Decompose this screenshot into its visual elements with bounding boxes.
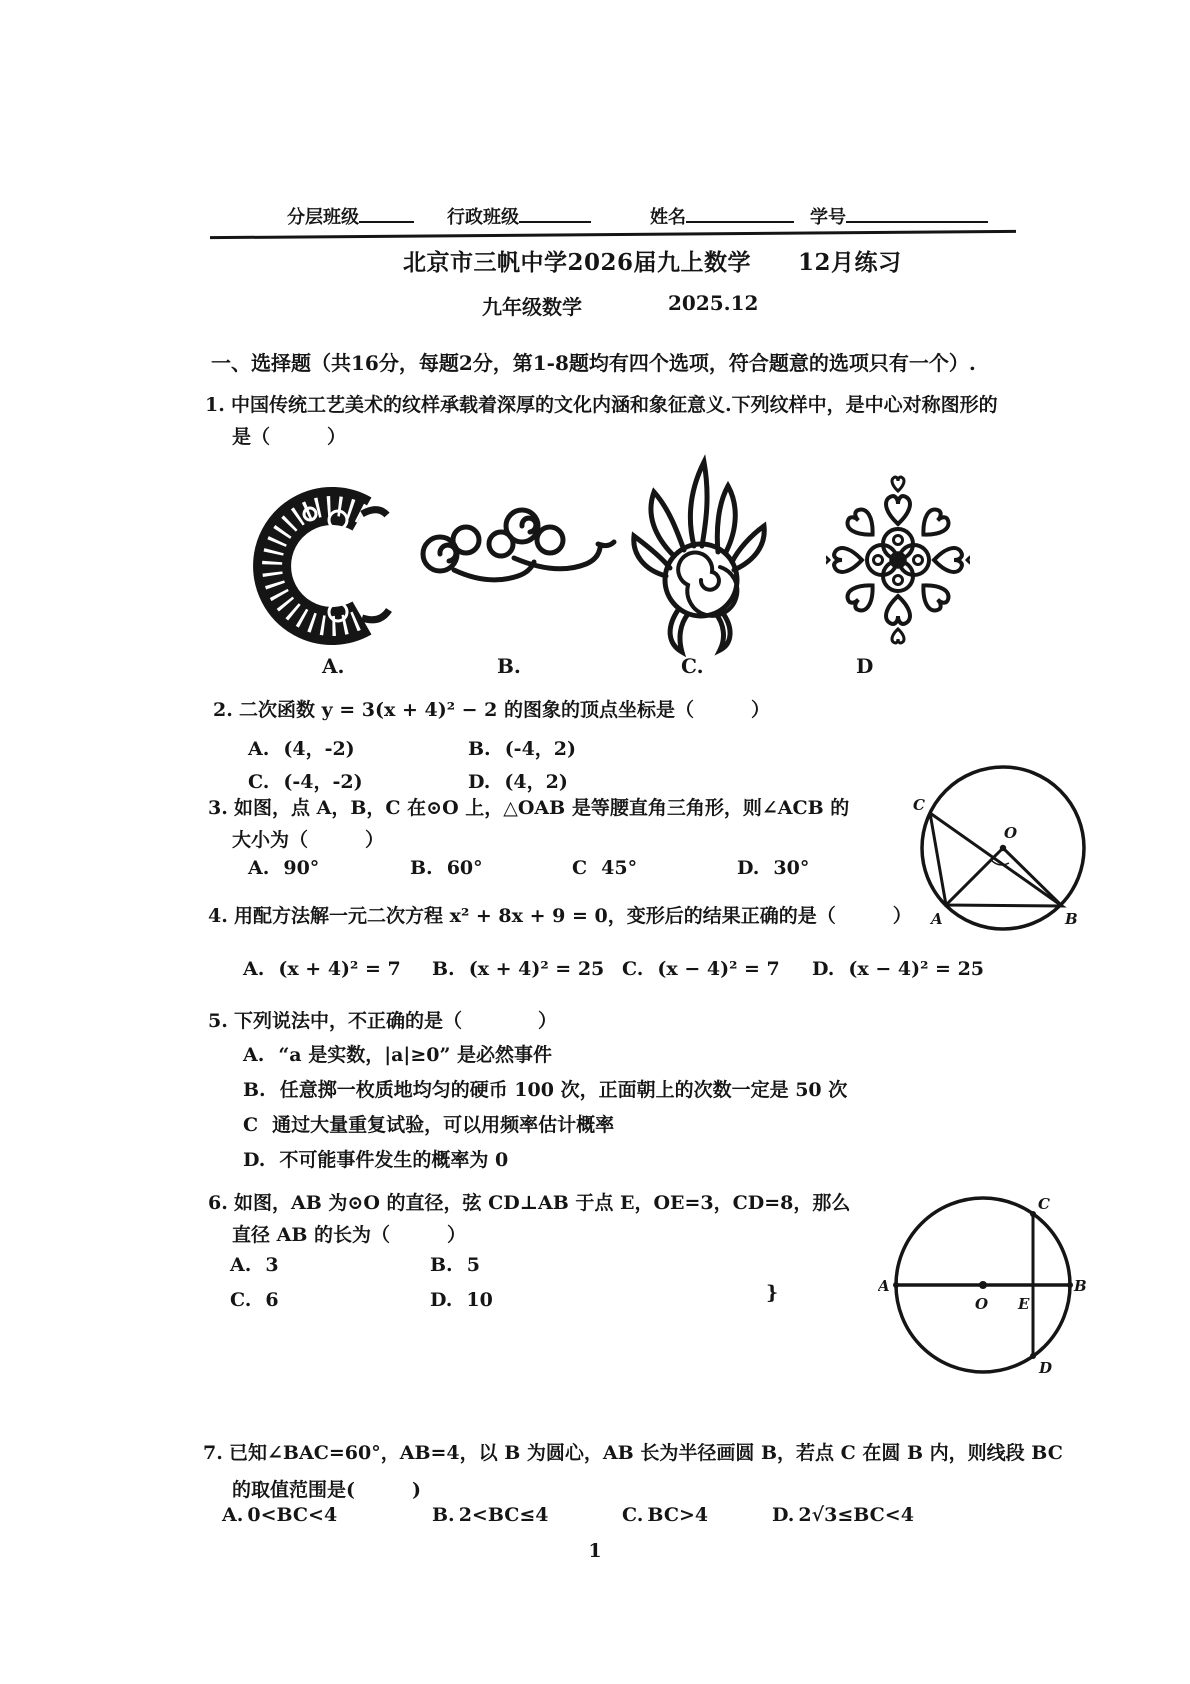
option-text: (-4，2) <box>504 738 576 760</box>
figure-point-label: O <box>1004 824 1018 842</box>
q3-option-c <box>572 857 637 879</box>
fire-pattern-image <box>626 452 776 664</box>
figure-point-label: D <box>1039 1359 1053 1377</box>
question-4 <box>208 903 912 930</box>
option-label: A. <box>243 958 265 980</box>
exam-date: 2025.12 <box>668 291 759 315</box>
q7-option-b <box>432 1504 549 1526</box>
option-text: 30° <box>773 857 810 879</box>
question-number: 1. <box>205 394 225 416</box>
option-label: D. <box>468 771 491 793</box>
q6-circle-figure <box>878 1185 1088 1390</box>
pattern-label-b: B. <box>497 654 521 678</box>
question-3-line2: 大小为（ ） <box>232 829 385 851</box>
option-label: C. <box>230 1289 252 1311</box>
option-label: D. <box>812 958 835 980</box>
option-label: C <box>572 857 588 879</box>
q7-option-d <box>772 1504 914 1526</box>
blank-line <box>846 203 988 223</box>
blank-line <box>519 203 591 223</box>
q2-option-a <box>248 734 355 761</box>
q5-option-b <box>243 1075 847 1102</box>
figure-point-label: C <box>913 796 925 814</box>
figure-point-label: O <box>975 1295 989 1313</box>
option-label: C. <box>622 1504 644 1526</box>
pattern-label-d: D <box>856 654 874 678</box>
q3-option-a <box>248 857 319 879</box>
field-layered-class <box>287 203 414 229</box>
subject-title: 九年级数学 <box>482 295 582 319</box>
q6-option-b <box>430 1254 480 1276</box>
option-label: B. <box>432 1504 455 1526</box>
question-text: 如图，AB 为⊙O 的直径，弦 CD⊥AB 于点 E，OE=3，CD=8，那么 <box>234 1192 851 1214</box>
field-student-id <box>810 203 988 229</box>
option-text: 10 <box>466 1289 493 1311</box>
q7-option-c <box>622 1504 708 1526</box>
question-number: 5. <box>208 1010 228 1032</box>
question-1 <box>205 392 998 419</box>
blank-line <box>686 203 794 223</box>
question-1-line2: 是（ ） <box>232 426 347 448</box>
figure-point-label: B <box>1065 910 1078 928</box>
pattern-label-c: C. <box>681 654 704 678</box>
question-number: 7. <box>203 1442 223 1464</box>
page-number: 1 <box>588 1540 602 1562</box>
field-label: 学号 <box>810 207 846 228</box>
question-number: 6. <box>208 1192 228 1214</box>
q3-option-d <box>737 857 809 879</box>
page-title: 北京市三帆中学2026届九上数学 12月练习 <box>403 249 902 276</box>
option-text: 2√3≤BC<4 <box>798 1504 914 1526</box>
field-admin-class <box>447 203 591 229</box>
field-label: 行政班级 <box>447 207 519 228</box>
option-label: A. <box>248 857 270 879</box>
q4-option-d <box>812 958 984 980</box>
figure-point-label: C <box>1038 1195 1050 1213</box>
q4-option-a <box>243 958 401 980</box>
option-label: C <box>243 1114 259 1136</box>
option-label: B. <box>430 1254 453 1276</box>
option-label: B. <box>410 857 433 879</box>
question-3 <box>208 795 849 822</box>
option-text: (4，-2) <box>283 738 355 760</box>
option-text: (x − 4)² = 25 <box>848 958 985 980</box>
q6-option-c <box>230 1289 279 1311</box>
q4-option-b <box>432 958 604 980</box>
flower-pattern-image <box>826 470 970 650</box>
option-text: (x + 4)² = 25 <box>468 958 605 980</box>
q5-option-c <box>243 1110 614 1137</box>
option-label: B. <box>432 958 455 980</box>
cloud-pattern-image <box>402 492 620 620</box>
option-label: D. <box>737 857 760 879</box>
figure-point-label: A <box>878 1277 890 1295</box>
q5-option-d <box>243 1145 508 1172</box>
q6-option-d <box>430 1289 493 1311</box>
option-text: 不可能事件发生的概率为 0 <box>279 1149 509 1171</box>
option-text: 45° <box>601 857 638 879</box>
q2-option-c <box>248 767 363 794</box>
figure-point-label: B <box>1074 1277 1087 1295</box>
q2-option-b <box>468 734 576 761</box>
question-text: 下列说法中，不正确的是（ ） <box>234 1010 558 1032</box>
question-2 <box>213 697 770 724</box>
option-text: 0<BC<4 <box>247 1504 338 1526</box>
q6-option-a <box>230 1254 279 1276</box>
question-6-line2: 直径 AB 的长为（ ） <box>232 1224 467 1246</box>
question-number: 3. <box>208 797 228 819</box>
option-label: B. <box>243 1079 266 1101</box>
figure-point-label: E <box>1018 1295 1030 1313</box>
option-label: C. <box>622 958 644 980</box>
option-text: (x + 4)² = 7 <box>278 958 401 980</box>
option-text: (-4，-2) <box>283 771 363 793</box>
option-text: (x − 4)² = 7 <box>657 958 780 980</box>
question-number: 4. <box>208 905 228 927</box>
question-number: 2. <box>213 699 233 721</box>
question-text: 如图，点 A，B，C 在⊙O 上，△OAB 是等腰直角三角形，则∠ACB 的 <box>234 797 850 819</box>
section-heading: 一、选择题（共16分，每题2分，第1-8题均有四个选项，符合题意的选项只有一个）. <box>211 351 976 375</box>
option-label: D. <box>772 1504 795 1526</box>
question-6 <box>208 1190 850 1217</box>
q3-option-b <box>410 857 483 879</box>
option-text: 通过大量重复试验，可以用频率估计概率 <box>272 1114 615 1136</box>
option-text: 90° <box>283 857 320 879</box>
q7-option-a <box>222 1504 337 1526</box>
q5-option-a <box>243 1040 552 1067</box>
option-label: C. <box>248 771 270 793</box>
question-7 <box>203 1440 1063 1467</box>
question-text: 二次函数 y = 3(x + 4)² − 2 的图象的顶点坐标是（ ） <box>239 699 771 721</box>
option-text: 5 <box>466 1254 480 1276</box>
dragon-pattern-image <box>250 468 398 663</box>
q2-option-d <box>468 767 568 794</box>
option-text: 60° <box>446 857 483 879</box>
option-text: BC>4 <box>647 1504 709 1526</box>
figure-point-label: A <box>931 910 943 928</box>
pattern-label-a: A. <box>322 654 345 678</box>
question-5 <box>208 1008 557 1035</box>
option-text: 6 <box>265 1289 279 1311</box>
q4-option-c <box>622 958 780 980</box>
q3-circle-figure <box>905 748 1090 938</box>
option-text: 2<BC≤4 <box>458 1504 549 1526</box>
scan-artifact: } <box>766 1282 779 1304</box>
question-text: 已知∠BAC=60°，AB=4，以 B 为圆心，AB 长为半径画圆 B，若点 C 在圆 B 内，则线段 BC <box>229 1442 1063 1464</box>
field-name <box>650 203 794 229</box>
option-label: A. <box>243 1044 265 1066</box>
option-text: 3 <box>265 1254 279 1276</box>
question-text: 用配方法解一元二次方程 x² + 8x + 9 = 0，变形后的结果正确的是（ ） <box>234 905 912 927</box>
option-text: “a 是实数，|a|≥0” 是必然事件 <box>278 1044 553 1066</box>
question-7-line2: 的取值范围是( ) <box>232 1479 421 1501</box>
option-label: D. <box>430 1289 453 1311</box>
question-text: 中国传统工艺美术的纹样承载着深厚的文化内涵和象征意义.下列纹样中，是中心对称图形的 <box>231 394 998 416</box>
option-text: 任意掷一枚质地均匀的硬币 100 次，正面朝上的次数一定是 50 次 <box>279 1079 848 1101</box>
field-label: 姓名 <box>650 207 686 228</box>
option-label: A. <box>248 738 270 760</box>
option-text: (4，2) <box>504 771 568 793</box>
option-label: A. <box>222 1504 244 1526</box>
header-divider <box>210 230 1016 239</box>
option-label: A. <box>230 1254 252 1276</box>
option-label: D. <box>243 1149 266 1171</box>
option-label: B. <box>468 738 491 760</box>
blank-line <box>359 203 414 223</box>
field-label: 分层班级 <box>287 207 359 228</box>
